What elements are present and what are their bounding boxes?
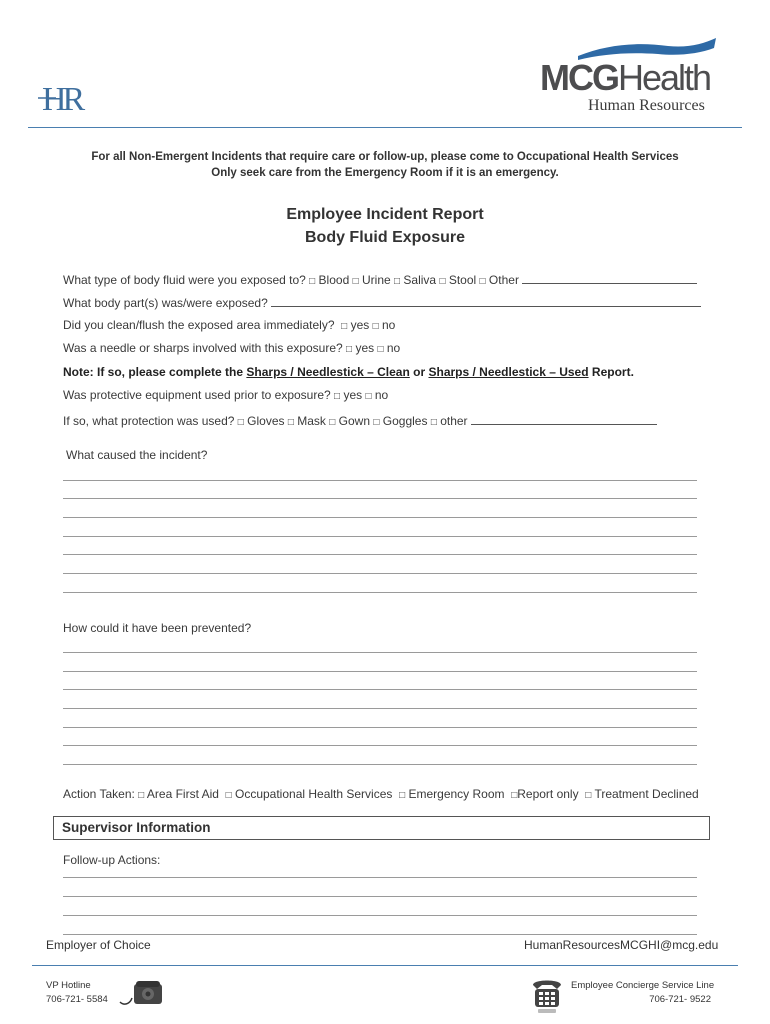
checkbox[interactable]: □ xyxy=(309,276,316,287)
checkbox-yes[interactable]: □ xyxy=(334,391,341,402)
checkbox-yes[interactable]: □ xyxy=(346,344,353,355)
prevent-line[interactable] xyxy=(63,689,697,690)
employer-of-choice: Employer of Choice xyxy=(46,938,151,952)
prevent-line[interactable] xyxy=(63,745,697,746)
checkbox[interactable]: □ xyxy=(225,790,232,801)
prevent-line[interactable] xyxy=(63,652,697,653)
followup-line[interactable] xyxy=(63,915,697,916)
cause-line[interactable] xyxy=(63,536,697,537)
cause-line[interactable] xyxy=(63,554,697,555)
vp-hotline-label: VP Hotline xyxy=(46,980,91,991)
cause-line[interactable] xyxy=(63,498,697,499)
checkbox[interactable]: □ xyxy=(585,790,592,801)
notice-line-1: For all Non-Emergent Incidents that require care or follow-up, please come to Occupational Health Services xyxy=(91,151,679,163)
checkbox-no[interactable]: □ xyxy=(377,344,384,355)
followup-line[interactable] xyxy=(63,934,697,935)
prevent-line[interactable] xyxy=(63,671,697,672)
checkbox[interactable]: □ xyxy=(511,790,518,801)
prevent-line[interactable] xyxy=(63,708,697,709)
header-divider xyxy=(28,127,742,128)
followup-line[interactable] xyxy=(63,896,697,897)
prevent-line[interactable] xyxy=(63,764,697,765)
checkbox[interactable]: □ xyxy=(138,790,145,801)
mcg-health-logo xyxy=(538,36,718,116)
other-fluid-field[interactable] xyxy=(522,271,697,284)
checkbox[interactable]: □ xyxy=(329,417,336,428)
cause-line[interactable] xyxy=(63,592,697,593)
checkbox-yes[interactable]: □ xyxy=(341,321,348,332)
concierge-phone[interactable]: 706-721- 9522 xyxy=(649,994,711,1005)
action-taken: Action Taken: □ Area First Aid □ Occupational Health Services □ Emergency Room □Report only □ Treatment Declined xyxy=(63,787,699,801)
other-protection-field[interactable] xyxy=(471,412,657,425)
question-body-part: What body part(s) was/were exposed? xyxy=(63,294,701,310)
org-name: MCGHealth xyxy=(540,57,711,98)
checkbox[interactable]: □ xyxy=(352,276,359,287)
vp-hotline-phone[interactable]: 706-721- 5584 xyxy=(46,994,108,1005)
hr-logo xyxy=(38,78,98,118)
sharps-clean-report-link[interactable]: Sharps / Needlestick – Clean xyxy=(246,365,410,379)
checkbox[interactable]: □ xyxy=(373,417,380,428)
sharps-used-report-link[interactable]: Sharps / Needlestick – Used xyxy=(428,365,589,379)
checkbox[interactable]: □ xyxy=(430,417,437,428)
cause-line[interactable] xyxy=(63,573,697,574)
followup-line[interactable] xyxy=(63,877,697,878)
body-part-field[interactable] xyxy=(271,294,701,307)
checkbox[interactable]: □ xyxy=(479,276,486,287)
footer-divider xyxy=(32,965,738,966)
question-fluid-type: What type of body fluid were you exposed to? □ Blood □ Urine □ Saliva □ Stool □ Other xyxy=(63,271,697,287)
sharps-note: Note: If so, please complete the Sharps / Needlestick – Clean or Sharps / Needlestick – Used Report. xyxy=(63,365,634,379)
concierge-label: Employee Concierge Service Line xyxy=(571,980,715,991)
hr-email-link[interactable]: HumanResourcesMCGHI@mcg.edu xyxy=(524,938,719,952)
cause-label: What caused the incident? xyxy=(66,448,208,462)
checkbox[interactable]: □ xyxy=(287,417,294,428)
prevent-line[interactable] xyxy=(63,727,697,728)
org-subtitle: Human Resources xyxy=(588,97,705,114)
form-title: Employee Incident Report xyxy=(286,206,484,223)
checkbox[interactable]: □ xyxy=(399,790,406,801)
supervisor-title: Supervisor Information xyxy=(62,820,211,835)
form-subtitle: Body Fluid Exposure xyxy=(304,229,465,246)
hr-logo-text: HR xyxy=(42,81,82,118)
phone-keypad-icon xyxy=(530,975,564,1015)
checkbox[interactable]: □ xyxy=(394,276,401,287)
checkbox[interactable]: □ xyxy=(237,417,244,428)
question-clean-flush: Did you clean/flush the exposed area immediately? □ yes □ no xyxy=(63,318,396,332)
followup-label: Follow-up Actions: xyxy=(63,853,161,867)
prevent-label: How could it have been prevented? xyxy=(63,621,252,635)
cause-line[interactable] xyxy=(63,517,697,518)
telephone-icon xyxy=(118,980,166,1006)
question-needle: Was a needle or sharps involved with this exposure? □ yes □ no xyxy=(63,341,401,355)
checkbox-no[interactable]: □ xyxy=(365,391,372,402)
checkbox-no[interactable]: □ xyxy=(372,321,379,332)
question-protective: Was protective equipment used prior to exposure? □ yes □ no xyxy=(63,388,389,402)
checkbox[interactable]: □ xyxy=(439,276,446,287)
cause-line[interactable] xyxy=(63,480,697,481)
notice-line-2: Only seek care from the Emergency Room if it is an emergency. xyxy=(211,167,559,179)
question-protection-used: If so, what protection was used? □ Gloves □ Mask □ Gown □ Goggles □ other xyxy=(63,412,657,428)
